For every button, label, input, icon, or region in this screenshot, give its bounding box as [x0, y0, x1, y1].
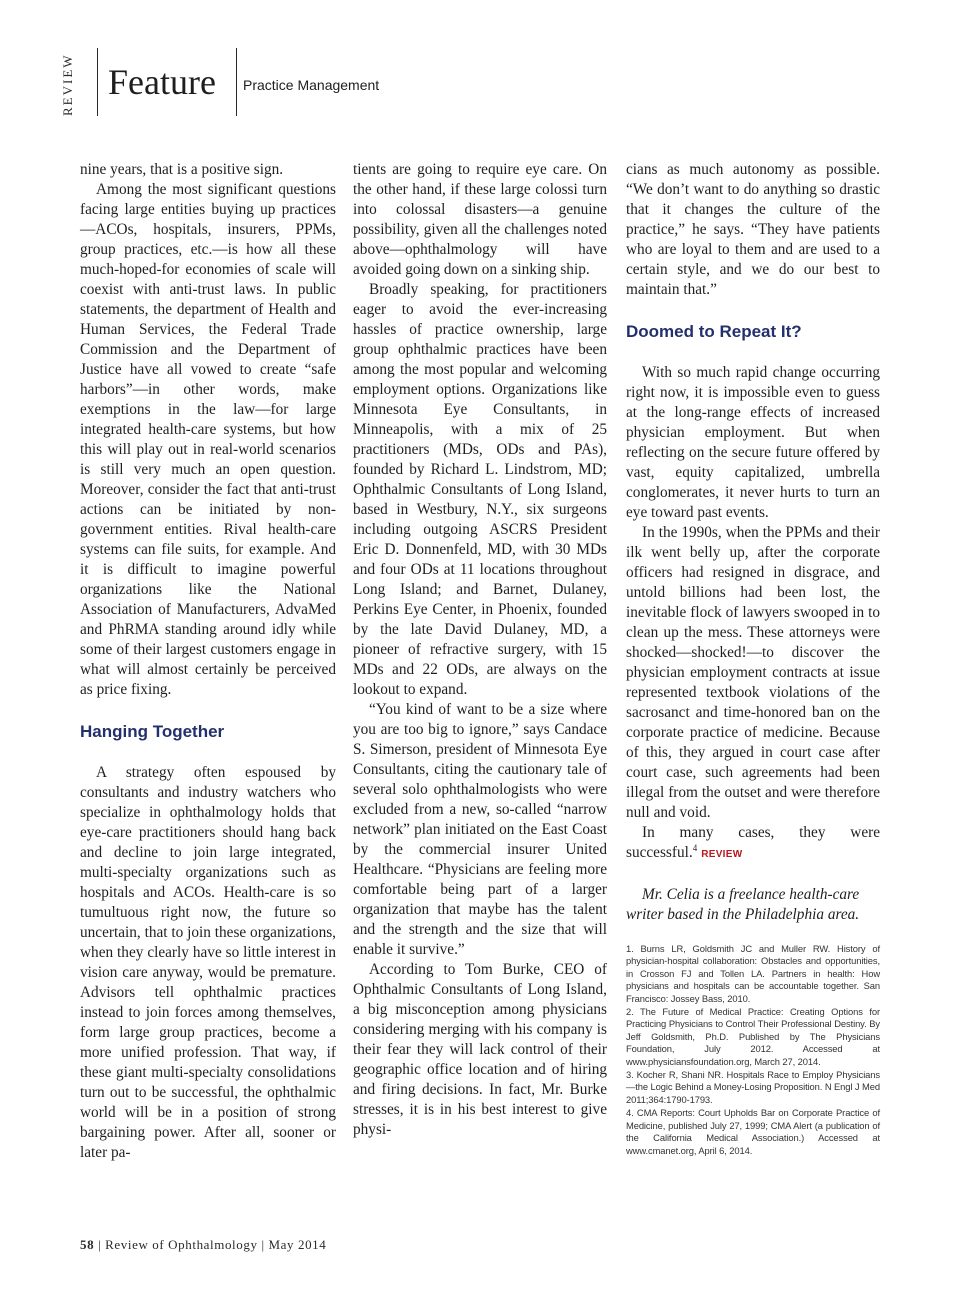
header-rule-left	[97, 48, 98, 116]
footnote-ref: 4	[692, 842, 698, 853]
review-vertical-label: REVIEW	[60, 53, 75, 116]
paragraph: A strategy often espoused by consultants and industry watchers who specialize in ophthalmology holds that eye-care practitioners should hang back and decline to join large integrated, multi-specialty organizations such as hospitals and ACOs. Health-care is so tumultuous right now, the future so uncertain, that to join these organizations, when they clearly have so little interest in vision care anyway, would be premature. Advisors tell ophthalmic practices instead to join forces among themselves, form large group practices, become a more unified profession. That way, if these giant multi-specialty consolidations turn out to be successful, the ophthalmic world will be in a position of strong bargaining power. After all, sooner or later pa-	[80, 764, 336, 1161]
end-mark-review: REVIEW	[701, 849, 743, 860]
footer-separator: |	[98, 1237, 102, 1252]
paragraph-final	[626, 823, 880, 865]
page-footer	[80, 1237, 326, 1253]
section-label: Practice Management	[243, 77, 380, 93]
column-1	[80, 160, 336, 1163]
footer-separator: |	[261, 1237, 265, 1252]
paragraph: tients are going to require eye care. On the other hand, if these large colossi turn into colossal disasters—a genuine possibility, given all the challenges noted above—ophthalmology will have avoided going down on a sinking ship.	[353, 161, 607, 278]
journal-name: Review of Ophthalmology	[105, 1237, 258, 1252]
column-3	[626, 160, 880, 1158]
paragraph: With so much rapid change occurring right now, it is impossible even to guess at the long-range effects of increased physician employment. But when reflecting on the secure future offered by vast, equity capitalized, umbrella conglomerates, it never hurts to turn an eye toward past events.	[626, 364, 880, 521]
subheading-doomed-to-repeat: Doomed to Repeat It?	[626, 322, 802, 341]
references-list	[626, 943, 880, 1157]
reference-item: 1. Burns LR, Goldsmith JC and Muller RW. History of physician-hospital collaboration: Obstacles and opportunities, in Crosson FJ and Tollen LA. Partners in health: How physicians and hospitals can be accountable together. San Francisco: Jossey Bass, 2010.	[626, 943, 880, 1004]
paragraph: cians as much autonomy as possible. “We don’t want to do anything so drastic that it changes the culture of the practice,” he says. “They have patients who are loyal to them and are used to a certain style, and we do our best to maintain that.”	[626, 161, 880, 298]
author-bio: Mr. Celia is a freelance health-care writer based in the Philadelphia area.	[626, 886, 860, 923]
paragraph: In the 1990s, when the PPMs and their ilk went belly up, after the corporate officers had resigned in disgrace, and untold billions had been lost, the inevitable flock of lawyers swooped in to clean up the mess. These attorneys were shocked—shocked!—to discover the physician employment contracts at issue represented textbook violations of the sacrosanct and time-honored ban on the corporate practice of medicine. Because of this, they argued in court case after court case, such agreements had been illegal from the outset and were therefore null and void.	[626, 524, 880, 821]
final-text: In many cases, they were successful.	[626, 824, 880, 861]
paragraph: nine years, that is a positive sign.	[80, 161, 284, 178]
paragraph: “You kind of want to be a size where you are too big to ignore,” says Candace S. Simerson, president of Minnesota Eye Consultants, citing the cautionary tale of several solo ophthalmologists who were excluded from a new, so-called “narrow network” plan initiated on the East Coast by the commercial insurer United Healthcare. “Physicians are feeling more comfortable being part of a larger organization that maybe has the talent and the strength and the size that will enable it survive.”	[353, 701, 607, 958]
paragraph: Broadly speaking, for practitioners eager to avoid the ever-increasing hassles of practice ownership, large group ophthalmic practices have been among the most popular and welcoming employment options. Organizations like Minnesota Eye Consultants, in Minneapolis, with a mix of 25 practitioners (MDs, ODs and PAs), founded by Richard L. Lindstrom, MD; Ophthalmic Consultants of Long Island, based in Westbury, N.Y., six surgeons including outgoing ASCRS President Eric D. Donnenfeld, MD, with 30 MDs and four ODs at 11 locations throughout Long Island; and Barnet, Dulaney, Perkins Eye Center, in Phoenix, founded by the late David Dulaney, MD, a pioneer of refractive surgery, with 15 MDs and 22 ODs, are always on the lookout to expand.	[353, 281, 607, 698]
page-number: 58	[80, 1237, 95, 1252]
column-2	[353, 160, 607, 1140]
paragraph: Among the most significant questions facing large entities buying up practices—ACOs, hospitals, insurers, PPMs, group practices, etc.—is how all these much-hoped-for economies of scale will coexist with anti-trust laws. In public statements, the department of Health and Human Services, the Federal Trade Commission and the Department of Justice have all vowed to create “safe harbors”—in other words, make exemptions in the law—for large integrated health-care systems, but how this will play out in real-world scenarios is still very much an open question. Moreover, consider the fact that anti-trust actions can be initiated by non-government entities. Rival health-care systems can file suits, for example. And it is difficult to imagine powerful organizations like the National Association of Manufacturers, AdvaMed and PhRMA standing around idly while some of their largest customers engage in what will almost certainly be perceived as price fixing.	[80, 181, 336, 698]
header-rule-right	[236, 48, 237, 116]
paragraph: According to Tom Burke, CEO of Ophthalmic Consultants of Long Island, a big misconception among physicians considering merging with his company is their fear they will lack control of their geographic office location and of hiring and firing decisions. In fact, Mr. Burke stresses, it is in his best interest to give physi-	[353, 961, 607, 1138]
reference-item: 3. Kocher R, Shani NR. Hospitals Race to Employ Physicians—the Logic Behind a Money-Losing Proposition. N Engl J Med 2011;364:1790-1793.	[626, 1069, 880, 1105]
feature-heading: Feature	[108, 62, 216, 102]
subheading-hanging-together: Hanging Together	[80, 722, 225, 741]
issue-date: May 2014	[268, 1237, 327, 1252]
reference-item: 4. CMA Reports: Court Upholds Bar on Corporate Practice of Medicine, published July 27, 1999; CMA Alert (a publication of the California Medical Association.) Accessed at www.cmanet.org, April 6, 2014.	[626, 1107, 880, 1156]
reference-item: 2. The Future of Medical Practice: Creating Options for Practicing Physicians to Control Their Professional Destiny. By Jeff Goldsmith, Ph.D. Published by The Physicians Foundation, July 2012. Accessed at www.physiciansfoundation.org, March 27, 2014.	[626, 1006, 880, 1067]
